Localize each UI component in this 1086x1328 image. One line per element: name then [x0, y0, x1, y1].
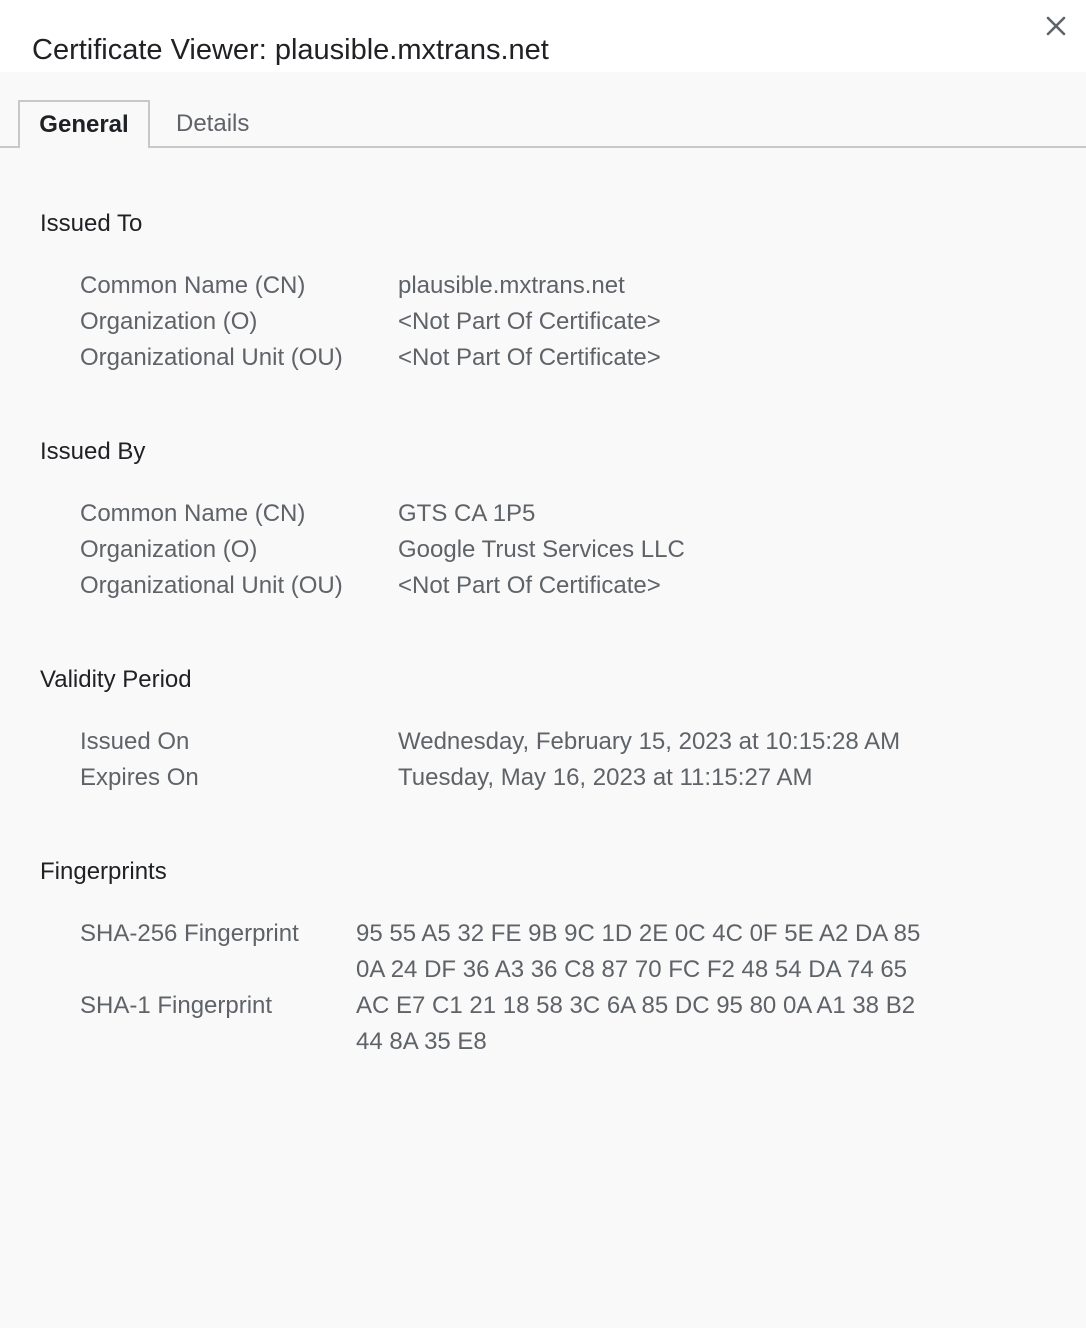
section-title-issued-by: Issued By	[40, 438, 146, 465]
issued-by-o-value: Google Trust Services LLC	[398, 536, 685, 563]
tab-details[interactable]: Details	[176, 110, 250, 137]
issued-to-o-value: <Not Part Of Certificate>	[398, 308, 661, 335]
sha1-fingerprint-value: AC E7 C1 21 18 58 3C 6A 85 DC 95 80 0A A1 38 B2 44 8A 35 E8	[356, 992, 916, 1055]
close-button[interactable]	[1040, 10, 1072, 42]
expires-on-value: Tuesday, May 16, 2023 at 11:15:27 AM	[398, 764, 813, 791]
issued-to-ou-label: Organizational Unit (OU)	[80, 344, 343, 371]
issued-by-cn-label: Common Name (CN)	[80, 500, 306, 527]
sha256-fingerprint-value: 95 55 A5 32 FE 9B 9C 1D 2E 0C 4C 0F 5E A2 DA 85 0A 24 DF 36 A3 36 C8 87 70 FC F2 48 54 DA 74 65	[356, 920, 921, 983]
issued-to-ou-value: <Not Part Of Certificate>	[398, 344, 661, 371]
issued-by-ou-label: Organizational Unit (OU)	[80, 572, 343, 599]
issued-by-o-label: Organization (O)	[80, 536, 258, 563]
issued-on-value: Wednesday, February 15, 2023 at 10:15:28 AM	[398, 728, 901, 755]
issued-by-ou-value: <Not Part Of Certificate>	[398, 572, 661, 599]
sha1-fingerprint-label: SHA-1 Fingerprint	[80, 992, 273, 1019]
tab-general[interactable]: General	[18, 100, 150, 148]
dialog-title: Certificate Viewer: plausible.mxtrans.net	[32, 34, 549, 66]
titlebar	[0, 0, 1086, 72]
issued-to-o-label: Organization (O)	[80, 308, 258, 335]
section-title-fingerprints: Fingerprints	[40, 858, 167, 885]
issued-to-cn-label: Common Name (CN)	[80, 272, 306, 299]
tab-strip-border	[0, 146, 1086, 148]
issued-by-cn-value: GTS CA 1P5	[398, 500, 536, 527]
close-icon	[1040, 10, 1072, 42]
section-title-validity-period: Validity Period	[40, 666, 192, 693]
expires-on-label: Expires On	[80, 764, 199, 791]
section-title-issued-to: Issued To	[40, 210, 143, 237]
issued-to-cn-value: plausible.mxtrans.net	[398, 272, 625, 299]
issued-on-label: Issued On	[80, 728, 190, 755]
sha256-fingerprint-label: SHA-256 Fingerprint	[80, 920, 299, 947]
